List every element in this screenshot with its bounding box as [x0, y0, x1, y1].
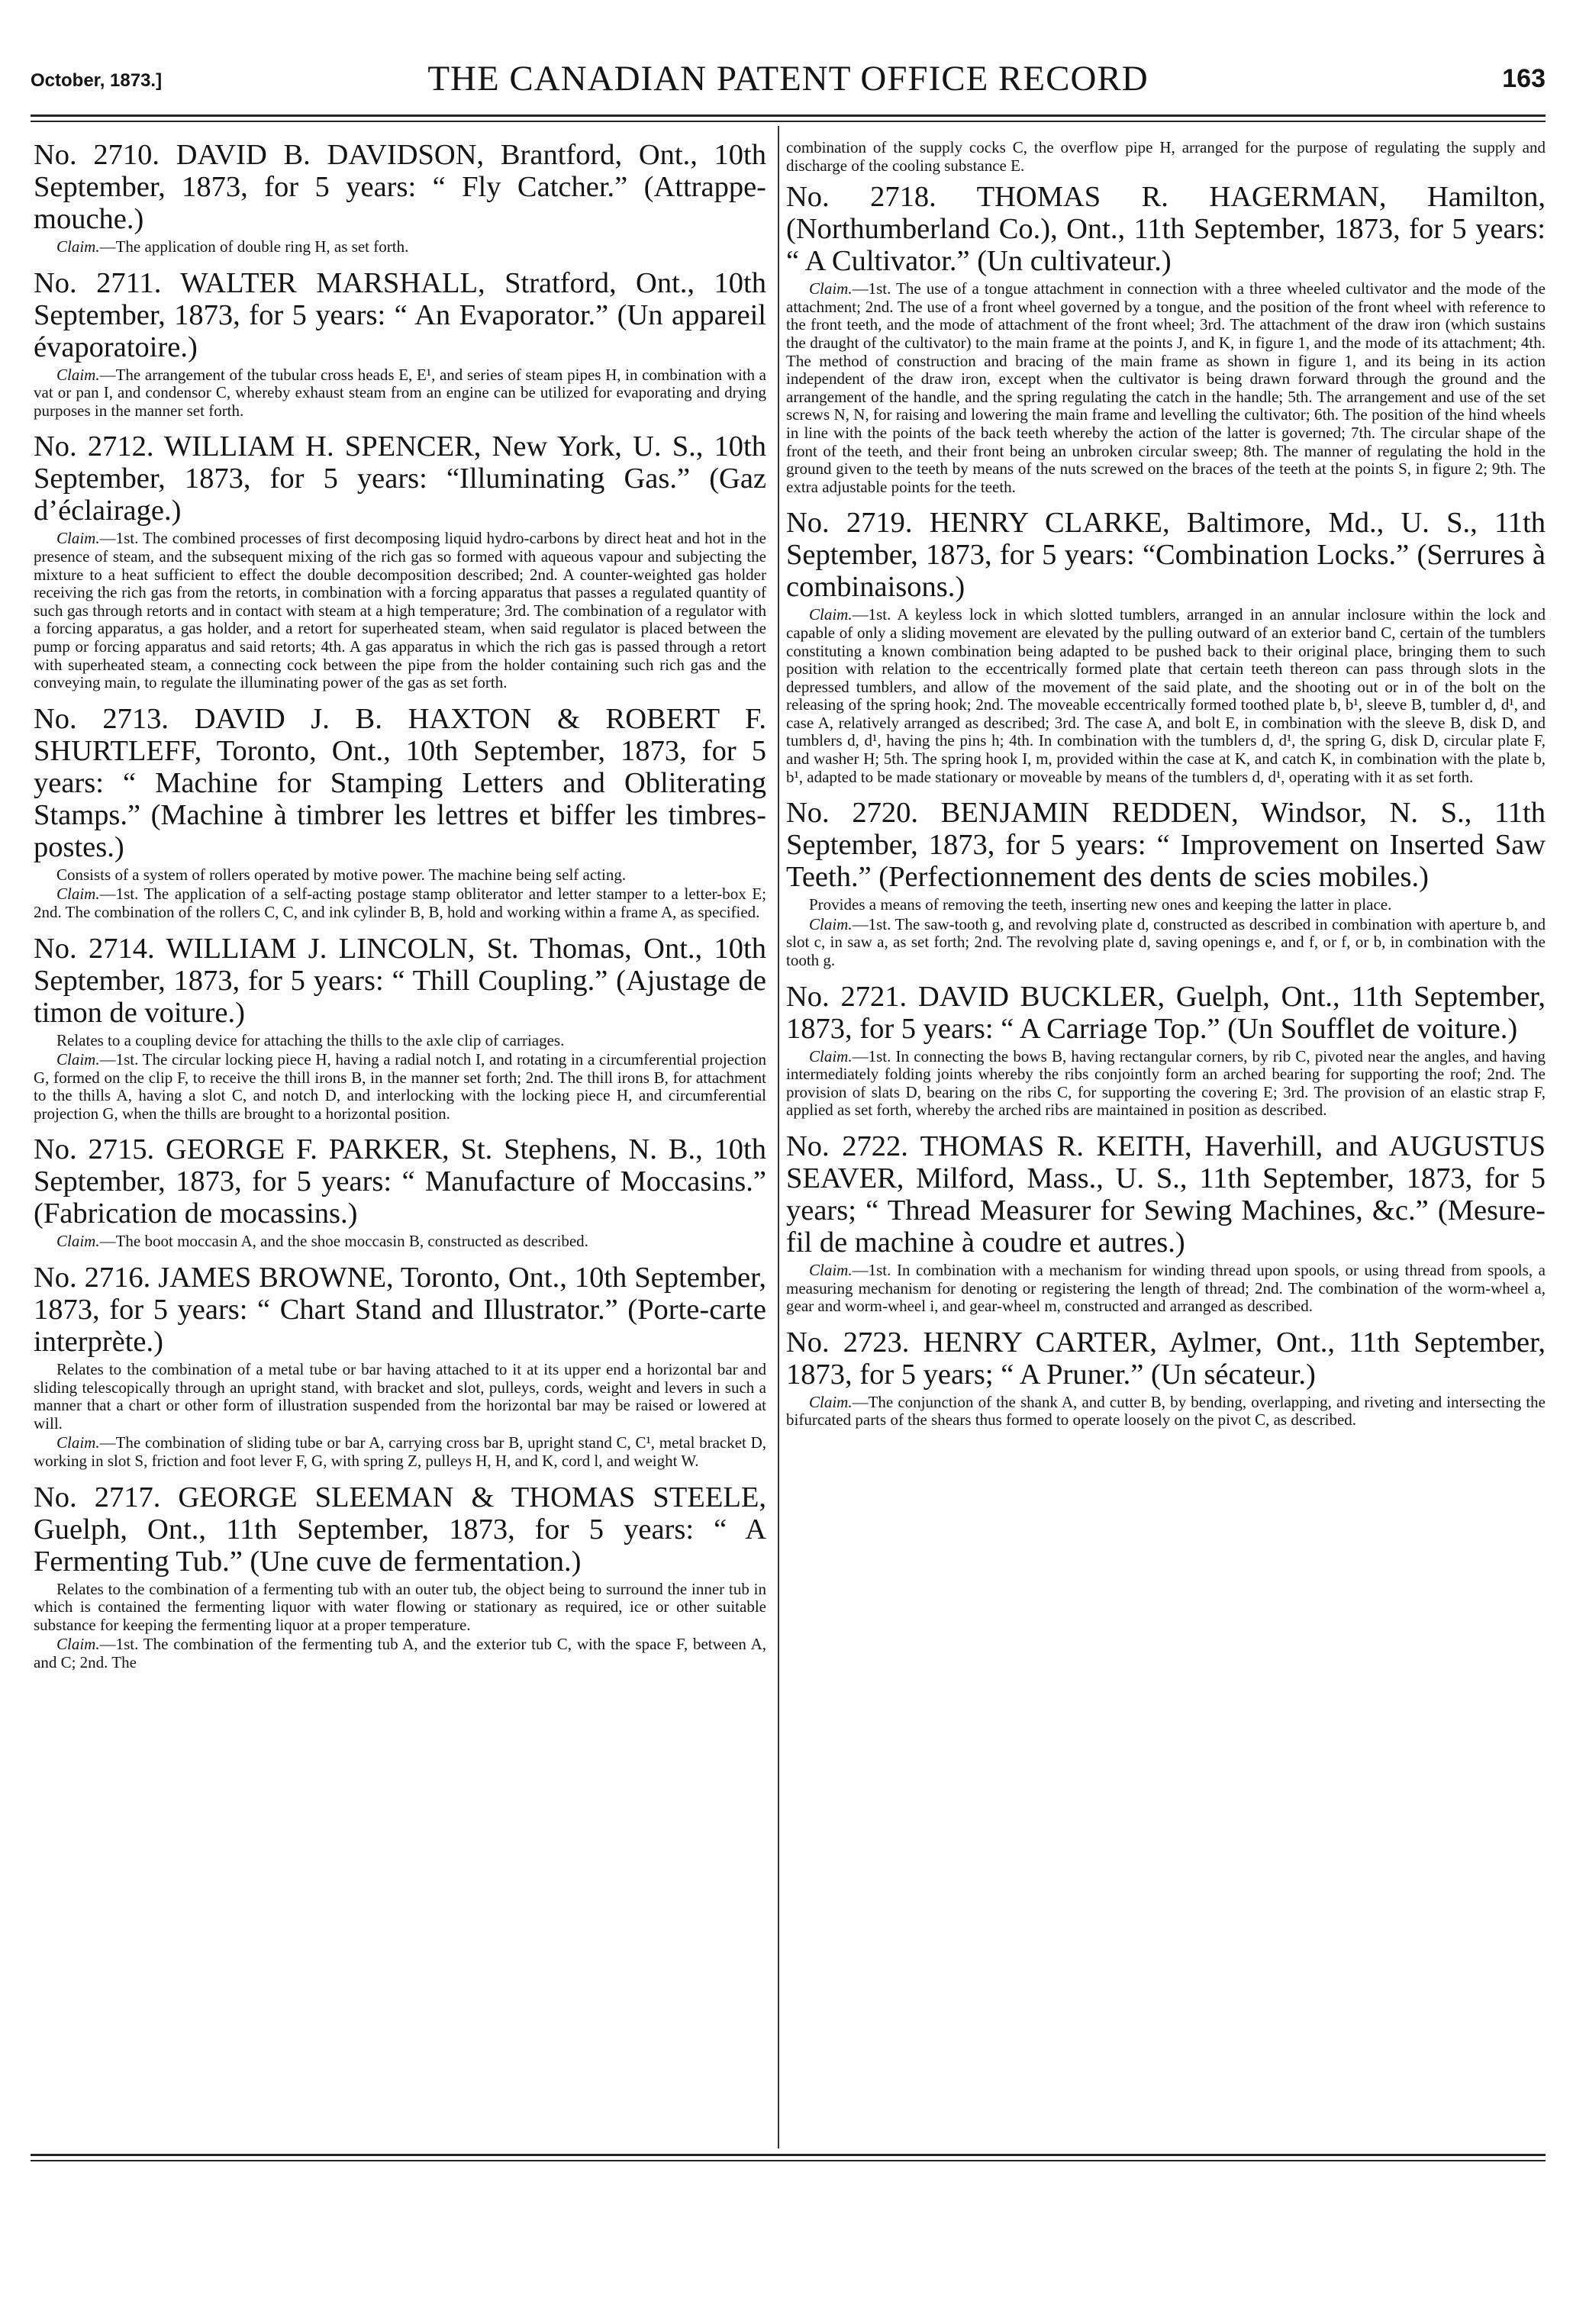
patent-heading: No. 2716. JAMES BROWNE, Toronto, Ont., 10th September, 1873, for 5 years: “ Chart Stand and Illustrator.” (Porte-carte interprète.)	[34, 1262, 766, 1359]
patent-entry-2720	[786, 797, 1546, 969]
patent-heading: No. 2711. WALTER MARSHALL, Stratford, Ont., 10th September, 1873, for 5 years: “ An Evaporator.” (Un appareil évaporatoire.)	[34, 266, 766, 363]
patent-heading: No. 2718. THOMAS R. HAGERMAN, Hamilton, (Northumberland Co.), Ont., 11th September, 1873, for 5 years: “ A Cultivator.” (Un cultivateur.)	[786, 181, 1546, 278]
patent-heading: No. 2719. HENRY CLARKE, Baltimore, Md., U. S., 11th September, 1873, for 5 years: “Combination Locks.” (Serrures à combinaisons.)	[786, 507, 1546, 604]
issue-date: October, 1873.]	[31, 70, 163, 91]
patent-entry-2712	[34, 430, 766, 691]
claim-paragraph: Claim.—1st. A keyless lock in which slotted tumblers, arranged in an annular inclosure within the lock and capable of only a sliding movement are elevated by the pulling outward of an exterior band C, certain of the tumblers constituting a known combination being adapted to be pushed back to their original place, bringing them to such position with relation to the eccentrically formed plate that certain teeth thereon can pass through slots in the depressed tumblers, and allow of the movement of the said plate, and the shooting out or in of the bolt on the releasing of the spring hook; 2nd. The moveable eccentrically formed toothed plate b, b¹, sleeve B, tumbler d, d¹, and case A, relatively arranged as described; 3rd. The case A, and bolt E, in combination with the sleeve B, disk D, and tumblers d, d¹, having the pins h; 4th. In combination with the tumblers d, d¹, the spring G, disk D, circular plate F, and washer H; 5th. The spring hook I, m, provided within the case at K, and catch K, in combination with the plate b, b¹, adapted to be made stationary or moveable by means of the tumblers d, d¹, operating with it as set forth.	[786, 605, 1546, 786]
claim-paragraph: Claim.—The boot moccasin A, and the shoe moccasin B, constructed as described.	[56, 1232, 588, 1251]
right-column	[786, 139, 1546, 1440]
patent-entry-2714	[34, 933, 766, 1123]
patent-entry-2717	[34, 1481, 766, 1672]
patent-heading: No. 2712. WILLIAM H. SPENCER, New York, U. S., 10th September, 1873, for 5 years: “Illuminating Gas.” (Gaz d’éclairage.)	[34, 430, 766, 527]
column-divider	[778, 126, 779, 2148]
patent-heading: No. 2710. DAVID B. DAVIDSON, Brantford, Ont., 10th September, 1873, for 5 years: “ Fly Catcher.” (Attrappe-mouche.)	[34, 139, 766, 235]
claim-paragraph: Claim.—1st. The combined processes of first decomposing liquid hydro-carbons by direct heat and hot in the presence of steam, and the subsequent mixing of the rich gas so formed with aqueous vapour and subjecting the mixture to a heat sufficient to effect the double decomposition described; 2nd. A counter-weighted gas holder receiving the rich gas from the retorts, in combination with a forcing apparatus that passes a regulated quantity of such gas through retorts and in contact with steam at a high temperature; 3rd. The combination of a regulator with a forcing apparatus, a gas holder, and a retort for superheated steam, when said regulator is placed between the pump or forcing apparatus and said retorts; 4th. A gas apparatus in which the rich gas is passed through a retort with superheated steam, a connecting cock between the pipe from the holder containing such rich gas and the conveying main, to regulate the illuminating power of the gas as set forth.	[34, 529, 766, 692]
description-paragraph: Relates to the combination of a fermenting tub with an outer tub, the object being to surround the inner tub in which is contained the fermenting liquor with water flowing or stationary as required, ice or other suitable substance for keeping the fermenting liquor at a proper temperature.	[34, 1579, 766, 1634]
patent-entry-2715	[34, 1133, 766, 1251]
claim-paragraph: Claim.—1st. The combination of the fermenting tub A, and the exterior tub C, with the space F, between A, and C; 2nd. The	[34, 1635, 766, 1671]
left-column	[34, 139, 766, 1683]
patent-heading: No. 2715. GEORGE F. PARKER, St. Stephens, N. B., 10th September, 1873, for 5 years: “ Manufacture of Moccasins.” (Fabrication de mocassins.)	[34, 1133, 766, 1230]
patent-heading: No. 2714. WILLIAM J. LINCOLN, St. Thomas, Ont., 10th September, 1873, for 5 years: “ Thill Coupling.” (Ajustage de timon de voiture.)	[34, 932, 766, 1029]
claim-paragraph: Claim.—1st. In connecting the bows B, having rectangular corners, by rib C, pivoted near the angles, and having intermediately folding joints whereby the ribs conjointly form an arched bearing for supporting the roof; 2nd. The provision of slats D, bearing on the ribs C, for supporting the covering E; 3rd. The provision of an elastic strap F, applied as set forth, whereby the arched ribs are maintained in position as described.	[786, 1046, 1546, 1120]
claim-paragraph: Claim.—1st. In combination with a mechanism for winding thread upon spools, or using thread from spools, a measuring mechanism for denoting or registering the length of thread; 2nd. The combination of the worm-wheel a, gear and worm-wheel i, and gear-wheel m, constructed and arranged as described.	[786, 1261, 1546, 1316]
patent-heading: No. 2720. BENJAMIN REDDEN, Windsor, N. S., 11th September, 1873, for 5 years: “ Improvement on Inserted Saw Teeth.” (Perfectionnement des dents de scies mobiles.)	[786, 797, 1546, 894]
claim-paragraph: Claim.—1st. The circular locking piece H, having a radial notch I, and rotating in a circumferential projection G, formed on the clip F, to receive the thill irons B, in the manner set forth; 2nd. The thill irons B, for attachment to the thills A, having a slot C, and notch D, and interlocking with the locking piece H, and circumferential projection G, when the thills are brought to a horizontal position.	[34, 1050, 766, 1123]
continued-claim-text: combination of the supply cocks C, the overflow pipe H, arranged for the purpose of regulating the supply and discharge of the cooling substance E.	[786, 138, 1546, 175]
claim-paragraph: Claim.—The arrangement of the tubular cross heads E, E¹, and series of steam pipes H, in combination with a vat or pan I, and condensor C, whereby exhaust steam from an engine can be utilized for evaporating and drying purposes in the manner set forth.	[34, 365, 766, 420]
patent-entry-2723	[786, 1326, 1546, 1430]
patent-heading: No. 2717. GEORGE SLEEMAN & THOMAS STEELE, Guelph, Ont., 11th September, 1873, for 5 years: “ A Fermenting Tub.” (Une cuve de fermentation.)	[34, 1481, 766, 1578]
patent-entry-2710	[34, 139, 766, 256]
description-paragraph: Relates to the combination of a metal tube or bar having attached to it at its upper end a horizontal bar and sliding telescopically through an upright stand, with bracket and slot, pulleys, cords, weight and levers in such a manner that a chart or other form of illustration suspended from the horizontal bar may be raised or lowered at will.	[34, 1360, 766, 1433]
description-paragraph: Consists of a system of rollers operated by motive power. The machine being self acting.	[56, 865, 627, 884]
claim-paragraph: Claim.—1st. The use of a tongue attachment in connection with a three wheeled cultivator and the mode of the attachment; 2nd. The use of a front wheel governed by a tongue, and the position of the front wheel with reference to the front teeth, and the mode of attachment of the front wheel; 3rd. The attachment of the draw iron (which sustains the draught of the cultivator) to the main frame at the points J, and K, in figure 1, and the mode of its attachment; 4th. The method of construction and bracing of the main frame as shown in figure 1, and its being in its action independent of the draw iron, except when the cultivator is being drawn forward through the ground and the arrangement of the handle, and the spring regulating the catch in the handle; 5th. The arrangement and use of the set screws N, N, for raising and lowering the main frame and levelling the cultivator; 6th. The position of the hind wheels in line with the points of the back teeth whereby the action of the latter is governed; 7th. The circular shape of the front of the teeth, and their front being an unbroken circular sweep; 8th. The manner of regulating the hold in the ground given to the teeth by means of the nuts screwed on the braces of the teeth at the points S, in figure 2; 9th. The extra adjustable points for the teeth.	[786, 279, 1546, 496]
header-rule	[31, 114, 1546, 117]
description-paragraph: Relates to a coupling device for attaching the thills to the axle clip of carriages.	[56, 1030, 565, 1049]
patent-entry-2719	[786, 507, 1546, 786]
claim-paragraph: Claim.—The combination of sliding tube or bar A, carrying cross bar B, upright stand C, C¹, metal bracket D, working in slot S, friction and foot lever F, G, with spring Z, pulleys H, H, and K, cord l, and weight W.	[34, 1433, 766, 1471]
page-number: 163	[1502, 64, 1546, 93]
patent-entry-2721	[786, 981, 1546, 1120]
claim-paragraph: Claim.—The conjunction of the shank A, and cutter B, by bending, overlapping, and riveting and intersecting the bifurcated parts of the shears thus formed to operate loosely on the pivot C, as described.	[786, 1392, 1546, 1430]
claim-paragraph: Claim.—1st. The saw-tooth g, and revolving plate d, constructed as described in combination with aperture b, and slot c, in saw a, as set forth; 2nd. The revolving plate d, saving openings e, and f, or f, or b, in combination with the tooth g.	[786, 914, 1546, 970]
footer-rule-thin	[31, 2160, 1546, 2161]
patent-entry-2718	[786, 181, 1546, 496]
patent-heading: No. 2723. HENRY CARTER, Aylmer, Ont., 11th September, 1873, for 5 years; “ A Pruner.” (Un sécateur.)	[786, 1326, 1546, 1391]
claim-paragraph: Claim.—1st. The application of a self-acting postage stamp obliterator and letter stamper to a letter-box E; 2nd. The combination of the rollers C, C, and ink cylinder B, B, hold and working within a frame A, as specified.	[34, 885, 766, 921]
claim-paragraph: Claim.—The application of double ring H, as set forth.	[56, 237, 409, 256]
publication-title: THE CANADIAN PATENT OFFICE RECORD	[427, 59, 1149, 98]
description-paragraph: Provides a means of removing the teeth, inserting new ones and keeping the latter in place.	[809, 895, 1392, 914]
patent-entry-2711	[34, 267, 766, 421]
patent-heading: No. 2722. THOMAS R. KEITH, Haverhill, and AUGUSTUS SEAVER, Milford, Mass., U. S., 11th September, 1873, for 5 years; “ Thread Measurer for Sewing Machines, &c.” (Mesure-fil de machine à coudre et autres.)	[786, 1130, 1546, 1259]
patent-entry-2722	[786, 1130, 1546, 1316]
footer-rule	[31, 2154, 1546, 2156]
patent-heading: No. 2713. DAVID J. B. HAXTON & ROBERT F. SHURTLEFF, Toronto, Ont., 10th September, 1873, for 5 years: “ Machine for Stamping Letters and Obliterating Stamps.” (Machine à timbrer les lettres et biffer les timbres-postes.)	[34, 702, 766, 863]
header-rule-thin	[31, 121, 1546, 122]
patent-entry-2716	[34, 1262, 766, 1471]
patent-entry-2713	[34, 703, 766, 922]
patent-heading: No. 2721. DAVID BUCKLER, Guelph, Ont., 11th September, 1873, for 5 years: “ A Carriage Top.” (Un Soufflet de voiture.)	[786, 980, 1546, 1045]
running-header	[31, 55, 1546, 105]
